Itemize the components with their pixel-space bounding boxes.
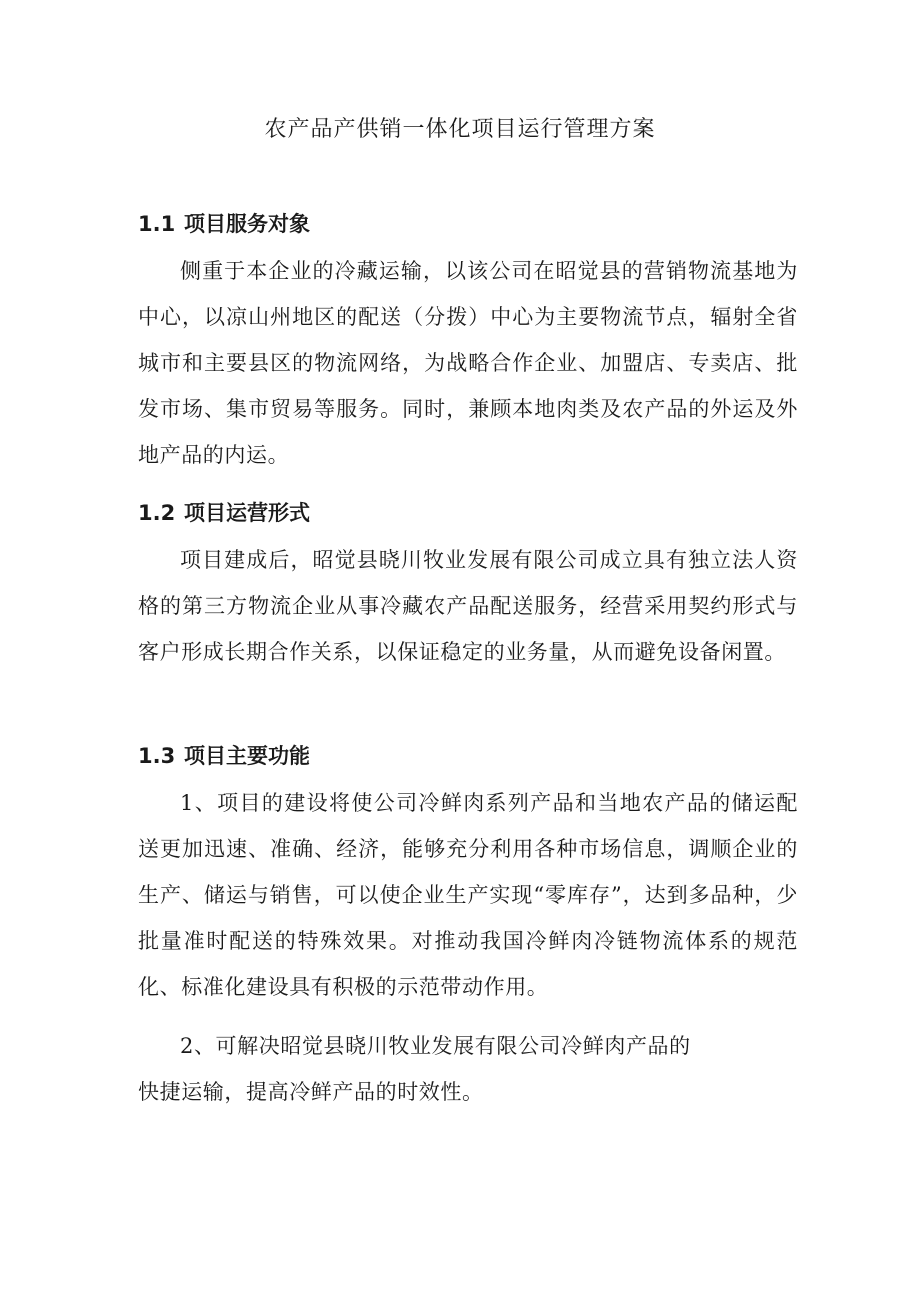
paragraph-line: 快捷运输，提高冷鲜产品的时效性。 — [138, 1080, 484, 1104]
section-1-3-paragraph-2 — [138, 1023, 798, 1115]
section-1-2-paragraph: 项目建成后，昭觉县晓川牧业发展有限公司成立具有独立法人资格的第三方物流企业从事冷藏农产品配送服务，经营采用契约形式与客户形成长期合作关系，以保证稳定的业务量，从而避免设备闲置。 — [138, 548, 798, 664]
document-title: 农产品产供销一体化项目运行管理方案 — [264, 117, 656, 142]
section-title: 项目主要功能 — [184, 744, 310, 768]
section-number: 1.3 — [138, 744, 176, 768]
paragraph-line: 2、可解决昭觉县晓川牧业发展有限公司冷鲜肉产品的 — [180, 1034, 691, 1058]
section-title: 项目服务对象 — [184, 212, 310, 236]
section-1-1-paragraph: 侧重于本企业的冷藏运输，以该公司在昭觉县的营销物流基地为中心，以凉山州地区的配送（分拨）中心为主要物流节点，辐射全省城市和主要县区的物流网络，为战略合作企业、加盟店、专卖店、批发市场、集市贸易等服务。同时，兼顾本地肉类及农产品的外运及外地产品的内运。 — [138, 259, 798, 467]
section-heading-1-1 — [138, 208, 310, 238]
section-number: 1.2 — [138, 501, 176, 525]
section-title: 项目运营形式 — [184, 501, 310, 525]
section-heading-1-3 — [138, 740, 310, 770]
section-heading-1-2 — [138, 497, 310, 527]
section-number: 1.1 — [138, 212, 176, 236]
section-1-3-paragraph-1: 1、项目的建设将使公司冷鲜肉系列产品和当地农产品的储运配送更加迅速、准确、经济，能够充分利用各种市场信息，调顺企业的生产、储运与销售，可以使企业生产实现“零库存”，达到多品种，少批量准时配送的特殊效果。对推动我国冷鲜肉冷链物流体系的规范化、标准化建设具有积极的示范带动作用。 — [138, 791, 798, 999]
